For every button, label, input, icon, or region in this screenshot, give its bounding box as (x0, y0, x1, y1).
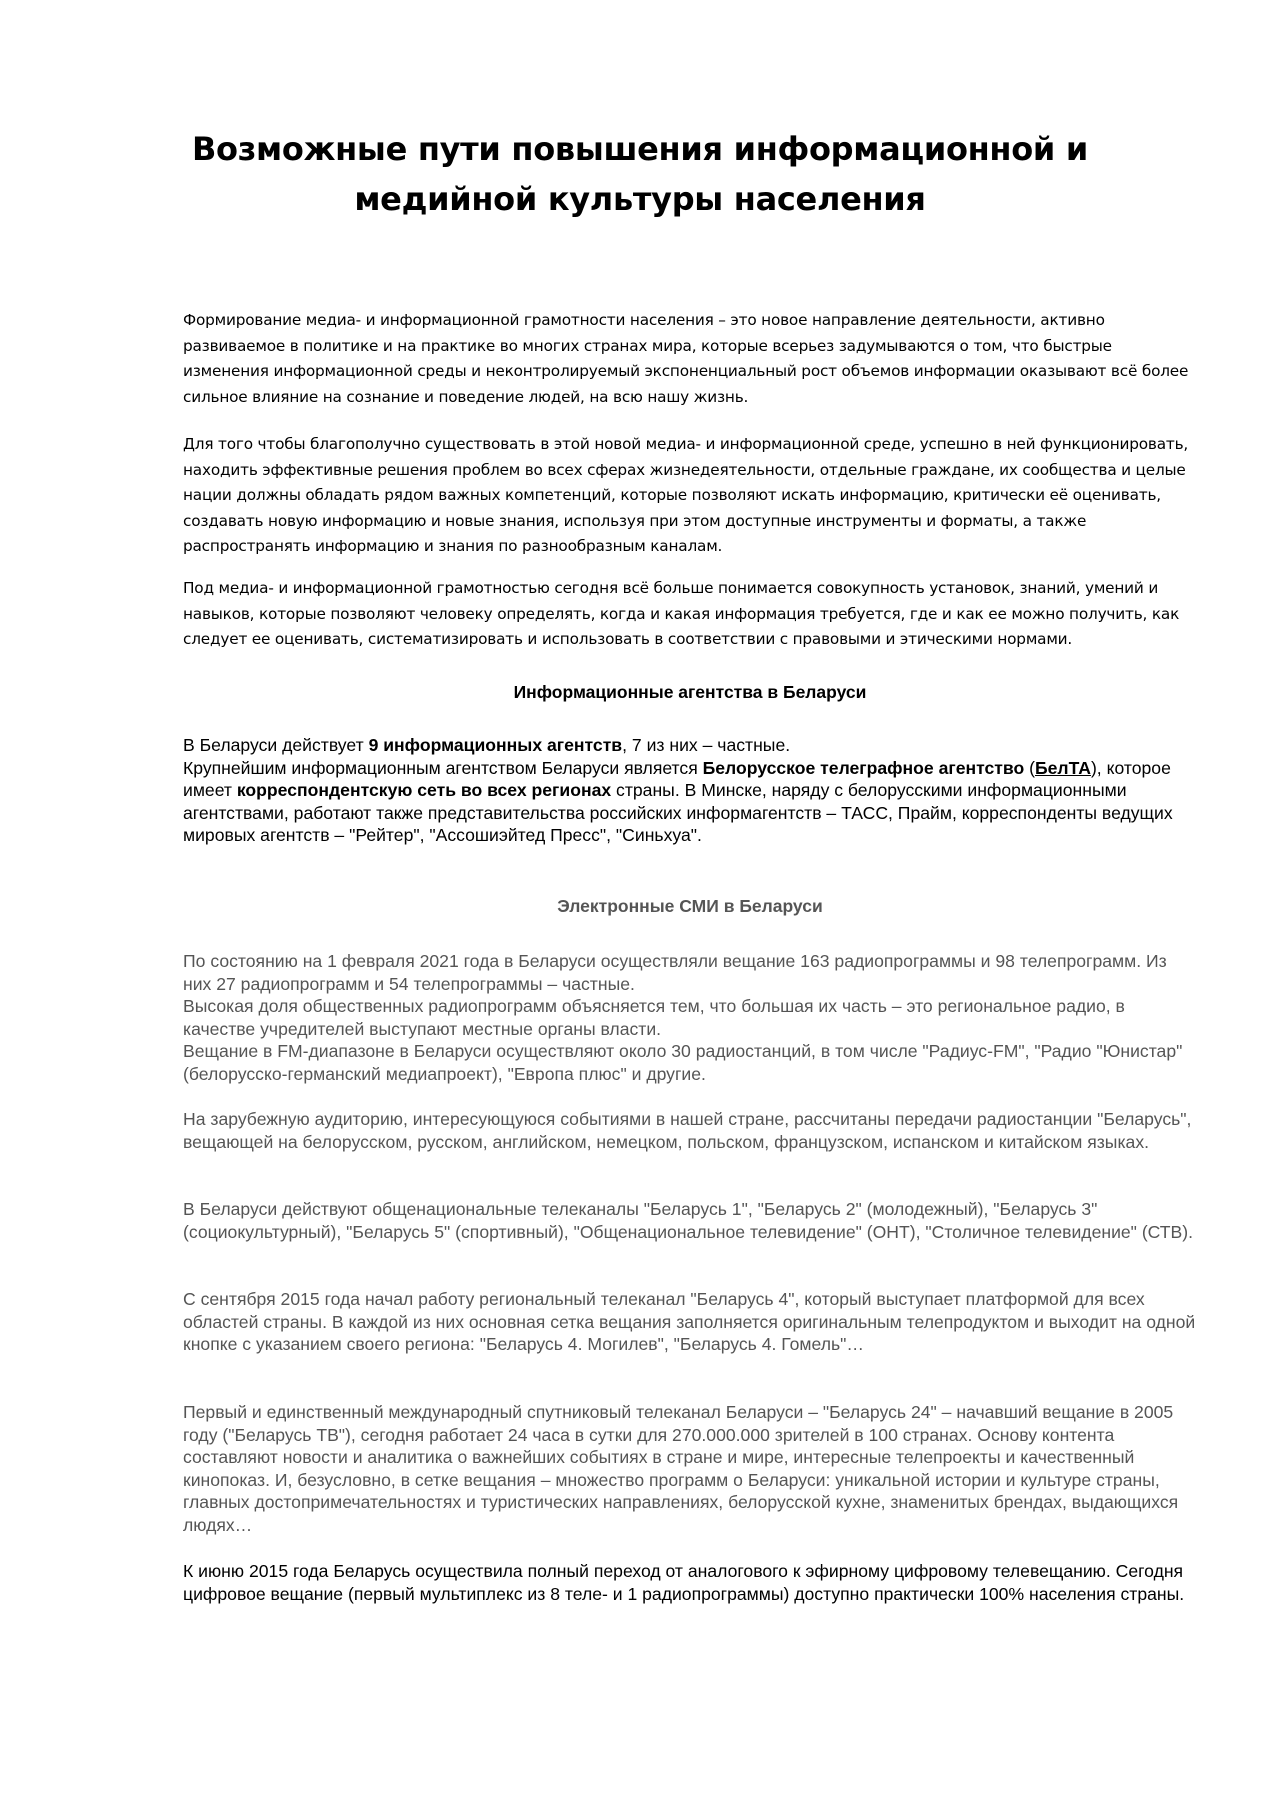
media-heading: Электронные СМИ в Беларуси (557, 896, 823, 916)
agencies-paragraph-2 (183, 757, 1197, 847)
paren-open: ( (1024, 757, 1035, 778)
media-paragraph-3: Вещание в FM-диапазоне в Беларуси осуществляют около 30 радиостанций, в том числе "Радиус-FM", "Радио "Юнистар" (белорусско-германский медиапроект), "Европа плюс" и другие. (183, 1041, 1183, 1084)
media-paragraph-5: В Беларуси действуют общенациональные телеканалы "Беларусь 1", "Беларусь 2" (молодежный), "Беларусь 3" (социокультурный), "Беларусь 5" (спортивный), "Общенациональное телевидение" (ОНТ), "Столичное телевидение" (СТВ). (183, 1199, 1194, 1242)
page-title (150, 124, 1130, 224)
media-block-1 (183, 950, 1197, 1086)
agencies-heading: Информационные агентства в Беларуси (513, 682, 867, 702)
intro-paragraph-3: Под медиа- и информационной грамотностью сегодня всё больше понимается совокупность установок, знаний, умений и навыков, которые позволяют человеку определять, когда и какая информация требуется, где и как ее можно получить, как следует ее оценивать, систематизировать и использовать в соответствии с правовыми и этическими нормами. (183, 579, 1180, 648)
correspondent-network: корреспондентскую сеть во всех регионах (236, 780, 612, 801)
belta-link[interactable]: БелТА (1035, 757, 1091, 778)
media-paragraph-7: Первый и единственный международный спутниковый телеканал Беларуси – "Беларусь 24" – начавший вещание в 2005 году ("Беларусь ТВ"), сегодня работает 24 часа в сутки для 270.000.000 зрителей в 100 странах. Основу контента составляют новости и аналитика о важнейших событиях в стране и мире, интересные телепроекты и качественный кинопоказ. И, безусловно, в сетке вещания – множество программ о Беларуси: уникальной истории и культуре страны, главных достопримечательностях и туристических направлениях, белорусской кухне, знаменитых брендах, выдающихся людях… (183, 1402, 1179, 1535)
agencies-paragraph-1 (183, 734, 1197, 757)
media-paragraph-4: На зарубежную аудиторию, интересующуюся событиями в нашей стране, рассчитаны передачи радиостанции "Беларусь", вещающей на белорусском, русском, английском, немецком, польском, французском, испанском и китайском языках. (183, 1109, 1192, 1152)
media-paragraph-6: С сентября 2015 года начал работу региональный телеканал "Беларусь 4", который выступает платформой для всех областей страны. В каждой из них основная сетка вещания заполняется оригинальным телепродуктом и выходит на одной кнопке с указанием своего региона: "Беларусь 4. Могилев", "Беларусь 4. Гомель"… (183, 1289, 1196, 1355)
agencies-p2-mid: ), которое имеет (183, 757, 1171, 801)
agencies-p2-tail: страны. В Минске, наряду с белорусскими информационными агентствами, работают также представительства российских информагентств – ТАСС, Прайм, корреспонденты ведущих мировых агентств – "Рейтер", "Ассошиэйтед Пресс", "Синьхуа". (183, 780, 1173, 846)
media-paragraph-1: По состоянию на 1 февраля 2021 года в Беларуси осуществляли вещание 163 радиопрограммы и 98 телепрограмм. Из них 27 радиопрограмм и 54 телепрограммы – частные. (183, 951, 1167, 994)
agencies-p1-tail: , 7 из них – частные. (622, 735, 791, 755)
agencies-p1-text: В Беларуси действует (183, 735, 369, 755)
belta-full-name: Белорусское телеграфное агентство (702, 757, 1025, 778)
agencies-count: 9 информационных агентств (368, 735, 623, 755)
agencies-section (183, 734, 1197, 847)
media-paragraph-2: Высокая доля общественных радиопрограмм объясняется тем, что большая их часть – это региональное радио, в качестве учредителей выступают местные органы власти. (183, 996, 1125, 1039)
media-paragraph-8: К июню 2015 года Беларусь осуществила полный переход от аналогового к эфирному цифровому телевещанию. Сегодня цифровое вещание (первый мультиплекс из 8 теле- и 1 радиопрограммы) доступно практически 100% населения страны. (183, 1561, 1185, 1604)
intro-paragraph-1: Формирование медиа- и информационной грамотности населения – это новое направление деятельности, активно развиваемое в политике и на практике во многих странах мира, которые всерьез задумываются о том, что быстрые изменения информационной среды и неконтролируемый экспоненциальный рост объемов информации оказывают всё более сильное влияние на сознание и поведение людей, на всю нашу жизнь. (183, 311, 1189, 406)
intro-paragraph-2: Для того чтобы благополучно существовать в этой новой медиа- и информационной среде, успешно в ней функционировать, находить эффективные решения проблем во всех сферах жизнедеятельности, отдельные граждане, их сообщества и целые нации должны обладать рядом важных компетенций, которые позволяют искать информацию, критически её оценивать, создавать новую информацию и новые знания, используя при этом доступные инструменты и форматы, а также распространять информацию и знания по разнообразным каналам. (183, 435, 1189, 555)
title-line-2: медийной культуры населения (354, 180, 926, 218)
agencies-p2-text: Крупнейшим информационным агентством Беларуси является (183, 757, 703, 778)
title-line-1: Возможные пути повышения информационной и (191, 130, 1089, 168)
